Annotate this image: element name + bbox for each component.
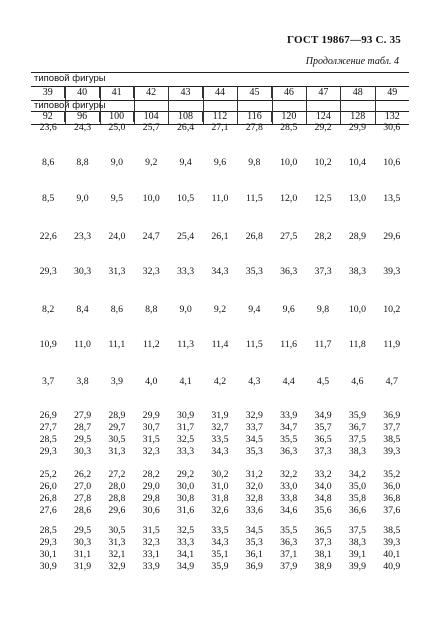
table-cell: 35,6 <box>314 505 332 516</box>
table-cell: 13,5 <box>383 193 401 204</box>
table-cell: 32,3 <box>142 266 160 277</box>
table-cell: 10,4 <box>348 157 366 168</box>
table-cell: 11,9 <box>383 339 401 350</box>
table-cell: 25,4 <box>177 231 195 242</box>
table-cell: 29,2 <box>177 469 195 480</box>
table-cell: 29,0 <box>142 481 160 492</box>
table-cell: 29,5 <box>73 434 92 445</box>
table-cell: 27,8 <box>73 493 92 504</box>
figure-number-cell: 44 <box>202 87 236 98</box>
table-cell: 40,9 <box>383 561 401 572</box>
table-cell: 30,9 <box>39 561 57 572</box>
table-cell: 10,2 <box>383 304 401 315</box>
group-row <box>31 493 409 505</box>
table-cell: 39,3 <box>383 266 401 277</box>
figure-number-cell: 46 <box>271 87 305 98</box>
table-cell: 39,1 <box>348 549 366 560</box>
table-row <box>31 339 409 351</box>
table-cell: 28,0 <box>108 481 126 492</box>
group-row <box>31 525 409 537</box>
table-cell: 34,7 <box>280 422 298 433</box>
table-cell: 29,3 <box>39 266 57 277</box>
table-cell: 28,2 <box>142 469 160 480</box>
table-cell: 23,6 <box>39 122 57 133</box>
table-cell: 10,2 <box>314 157 332 168</box>
table-cell: 26,9 <box>39 410 57 421</box>
table-cell: 39,3 <box>383 446 401 457</box>
table-cell: 30,5 <box>108 434 126 445</box>
figure-number-row <box>31 87 409 98</box>
group-row <box>31 422 409 434</box>
table-cell: 32,3 <box>142 446 160 457</box>
table-cell: 24,7 <box>142 231 160 242</box>
table-cell: 9,0 <box>179 304 192 315</box>
table-cell: 30,7 <box>142 422 160 433</box>
table-cell: 29,3 <box>39 446 57 457</box>
table-cell: 39,9 <box>348 561 366 572</box>
table-cell: 33,6 <box>245 505 263 516</box>
table-cell: 28,2 <box>314 231 332 242</box>
table-cell: 31,3 <box>108 537 126 548</box>
table-cell: 38,3 <box>348 537 366 548</box>
table-cell: 27,1 <box>211 122 229 133</box>
table-cell: 8,6 <box>42 157 55 168</box>
table-cell: 37,1 <box>280 549 298 560</box>
figure-number-cell: 42 <box>133 87 167 98</box>
table-cell: 38,5 <box>383 525 401 536</box>
table-cell: 8,2 <box>42 304 55 315</box>
table-cell: 34,0 <box>314 481 332 492</box>
table-cell: 35,3 <box>245 446 263 457</box>
table-cell: 36,3 <box>280 266 298 277</box>
table-cell: 36,8 <box>383 493 401 504</box>
page-header: ГОСТ 19867—93 С. 35 <box>287 34 401 46</box>
table-cell: 24,3 <box>73 122 92 133</box>
table-cell: 23,3 <box>73 231 92 242</box>
figure-number-cell: 47 <box>306 87 340 98</box>
table-cell: 38,3 <box>348 266 366 277</box>
table-cell: 29,5 <box>73 525 92 536</box>
table-cell: 31,8 <box>211 493 229 504</box>
table-cell: 37,3 <box>314 537 332 548</box>
table-cell: 37,3 <box>314 446 332 457</box>
table-cell: 34,5 <box>245 434 263 445</box>
table-cell: 34,3 <box>211 446 229 457</box>
table-cell: 33,9 <box>142 561 160 572</box>
table-cell: 28,5 <box>39 434 57 445</box>
table-cell: 34,9 <box>177 561 195 572</box>
table-cell: 36,9 <box>383 410 401 421</box>
table-cell: 26,0 <box>39 481 57 492</box>
table-cell: 38,3 <box>348 446 366 457</box>
table-row <box>31 157 409 169</box>
table-cell: 11,8 <box>349 339 366 350</box>
table-cell: 28,9 <box>108 410 126 421</box>
table-cell: 29,9 <box>348 122 366 133</box>
table-cell: 11,3 <box>177 339 194 350</box>
table-cell: 33,0 <box>280 481 298 492</box>
table-cell: 26,8 <box>39 493 57 504</box>
table-cell: 35,7 <box>314 422 332 433</box>
table-cell: 34,5 <box>245 525 263 536</box>
table-cell: 26,4 <box>177 122 195 133</box>
table-cell: 31,2 <box>245 469 263 480</box>
table-cell: 31,3 <box>108 446 126 457</box>
table-cell: 34,1 <box>177 549 195 560</box>
size-cell: 92 <box>42 111 53 122</box>
table-cell: 9,0 <box>76 193 89 204</box>
group-row <box>31 481 409 493</box>
size-cell: 132 <box>375 111 409 122</box>
table-cell: 38,9 <box>314 561 332 572</box>
table-cell: 32,7 <box>211 422 229 433</box>
table-cell: 36,5 <box>314 525 332 536</box>
table-cell: 9,2 <box>145 157 158 168</box>
table-cell: 29,6 <box>383 231 401 242</box>
table-cell: 4,6 <box>351 376 364 387</box>
table-cell: 30,6 <box>383 122 401 133</box>
table-cell: 4,3 <box>248 376 261 387</box>
table-cell: 30,5 <box>108 525 126 536</box>
table-cell: 36,5 <box>314 434 332 445</box>
table-cell: 11,1 <box>108 339 126 350</box>
table-cell: 9,6 <box>213 157 227 168</box>
table-row <box>31 304 409 316</box>
table-cell: 4,1 <box>179 376 192 387</box>
table-cell: 36,7 <box>348 422 366 433</box>
table-cell: 34,2 <box>348 469 366 480</box>
table-cell: 36,0 <box>383 481 401 492</box>
table-cell: 29,7 <box>108 422 126 433</box>
table-cell: 4,4 <box>282 376 295 387</box>
table-cell: 35,9 <box>211 561 229 572</box>
group-row <box>31 410 409 422</box>
size-cell: 108 <box>168 111 202 122</box>
table-cell: 30,3 <box>73 537 92 548</box>
group-row <box>31 549 409 561</box>
table-cell: 36,3 <box>280 537 298 548</box>
table-cell: 38,5 <box>383 434 401 445</box>
group-row <box>31 537 409 549</box>
table-continuation-label: Продолжение табл. 4 <box>305 56 399 67</box>
table-cell: 37,9 <box>280 561 298 572</box>
figure-number-cell: 40 <box>64 87 98 98</box>
table-cell: 27,6 <box>39 505 57 516</box>
table-cell: 4,5 <box>316 376 330 387</box>
table-cell: 9,6 <box>282 304 295 315</box>
table-cell: 25,0 <box>108 122 126 133</box>
table-cell: 36,9 <box>245 561 263 572</box>
table-cell: 36,3 <box>280 446 298 457</box>
table-cell: 3,7 <box>42 376 55 387</box>
table-cell: 37,5 <box>348 434 366 445</box>
table-cell: 31,5 <box>142 525 160 536</box>
table-cell: 26,1 <box>211 231 229 242</box>
figure-number-cell: 45 <box>237 87 271 98</box>
table-cell: 37,5 <box>348 525 366 536</box>
table-cell: 10,0 <box>348 304 366 315</box>
table-cell: 33,7 <box>245 422 263 433</box>
table-cell: 31,1 <box>73 549 92 560</box>
table-cell: 33,9 <box>280 410 298 421</box>
table-cell: 12,0 <box>280 193 298 204</box>
table-cell: 29,6 <box>108 505 126 516</box>
table-cell: 36,1 <box>245 549 263 560</box>
table-cell: 9,8 <box>248 157 261 168</box>
table-cell: 26,8 <box>245 231 263 242</box>
table-cell: 27,8 <box>245 122 263 133</box>
table-cell: 31,0 <box>211 481 229 492</box>
table-cell: 34,3 <box>211 537 229 548</box>
table-cell: 8,8 <box>145 304 158 315</box>
table-cell: 32,6 <box>211 505 229 516</box>
table-cell: 28,6 <box>73 505 92 516</box>
size-cell: 128 <box>340 111 374 122</box>
table-cell: 9,4 <box>179 157 192 168</box>
table-cell: 31,7 <box>177 422 195 433</box>
table-cell: 38,1 <box>314 549 332 560</box>
table-cell: 27,2 <box>108 469 126 480</box>
group-row <box>31 434 409 446</box>
table-cell: 32,5 <box>177 525 195 536</box>
table-cell: 32,1 <box>108 549 126 560</box>
table-cell: 34,8 <box>314 493 332 504</box>
table-cell: 9,5 <box>110 193 124 204</box>
table-cell: 8,4 <box>76 304 89 315</box>
table-cell: 8,5 <box>42 193 55 204</box>
table-cell: 11,2 <box>142 339 160 350</box>
table-cell: 28,9 <box>348 231 366 242</box>
table-cell: 33,3 <box>177 266 195 277</box>
table-cell: 9,4 <box>248 304 261 315</box>
group-row <box>31 469 409 481</box>
table-cell: 30,0 <box>177 481 195 492</box>
table-cell: 8,8 <box>76 157 89 168</box>
table-cell: 11,6 <box>280 339 298 350</box>
table-cell: 9,0 <box>110 157 124 168</box>
table-cell: 34,6 <box>280 505 298 516</box>
table-cell: 27,0 <box>73 481 92 492</box>
table-cell: 32,9 <box>245 410 263 421</box>
table-cell: 34,9 <box>314 410 332 421</box>
table-cell: 29,2 <box>314 122 332 133</box>
table-cell: 35,8 <box>348 493 366 504</box>
table-cell: 9,2 <box>213 304 227 315</box>
table-cell: 25,2 <box>39 469 57 480</box>
table-cell: 3,9 <box>110 376 124 387</box>
table-cell: 11,5 <box>245 339 263 350</box>
table-cell: 10,0 <box>280 157 298 168</box>
table-cell: 31,3 <box>108 266 126 277</box>
table-cell: 37,6 <box>383 505 401 516</box>
table-row <box>31 376 409 388</box>
figure-caption-bottom: типовой фигуры <box>34 100 106 111</box>
table-cell: 31,5 <box>142 434 160 445</box>
table-row <box>31 266 409 278</box>
table-cell: 11,0 <box>211 193 229 204</box>
table-cell: 4,7 <box>385 376 398 387</box>
table-cell: 39,3 <box>383 537 401 548</box>
table-cell: 36,6 <box>348 505 366 516</box>
table-cell: 35,9 <box>348 410 366 421</box>
table-cell: 3,8 <box>76 376 89 387</box>
table-cell: 32,0 <box>245 481 263 492</box>
table-row <box>31 122 409 134</box>
table-cell: 10,9 <box>39 339 57 350</box>
table-cell: 33,1 <box>142 549 160 560</box>
table-cell: 32,2 <box>280 469 298 480</box>
figure-number-cell: 41 <box>99 87 133 98</box>
table-cell: 40,1 <box>383 549 401 560</box>
table-cell: 30,3 <box>73 266 92 277</box>
table-cell: 34,3 <box>211 266 229 277</box>
table-cell: 26,2 <box>73 469 92 480</box>
figure-number-cell: 49 <box>375 87 409 98</box>
table-cell: 4,2 <box>213 376 227 387</box>
table-cell: 27,9 <box>73 410 92 421</box>
table-cell: 13,0 <box>348 193 366 204</box>
figure-number-cell: 43 <box>168 87 202 98</box>
table-cell: 9,8 <box>316 304 330 315</box>
table-cell: 8,6 <box>110 304 124 315</box>
table-cell: 29,9 <box>142 410 160 421</box>
table-cell: 33,3 <box>177 446 195 457</box>
table-cell: 35,3 <box>245 266 263 277</box>
table-cell: 30,1 <box>39 549 57 560</box>
table-cell: 22,6 <box>39 231 57 242</box>
size-cell: 120 <box>271 111 305 122</box>
size-cell: 124 <box>306 111 340 122</box>
table-cell: 37,3 <box>314 266 332 277</box>
table-cell: 32,9 <box>108 561 126 572</box>
table-cell: 37,7 <box>383 422 401 433</box>
group-row <box>31 446 409 458</box>
size-cell: 104 <box>133 111 167 122</box>
table-cell: 28,7 <box>73 422 92 433</box>
table-cell: 29,3 <box>39 537 57 548</box>
table-cell: 30,2 <box>211 469 229 480</box>
size-cell: 96 <box>64 111 98 122</box>
size-cell: 100 <box>99 111 133 122</box>
table-cell: 33,2 <box>314 469 332 480</box>
table-cell: 35,0 <box>348 481 366 492</box>
table-cell: 11,7 <box>314 339 332 350</box>
table-cell: 10,0 <box>142 193 160 204</box>
table-cell: 30,3 <box>73 446 92 457</box>
table-cell: 35,5 <box>280 525 298 536</box>
table-cell: 28,8 <box>108 493 126 504</box>
table-row <box>31 231 409 243</box>
table-cell: 12,5 <box>314 193 332 204</box>
table-cell: 25,7 <box>142 122 160 133</box>
table-cell: 31,6 <box>177 505 195 516</box>
table-cell: 33,3 <box>177 537 195 548</box>
table-cell: 35,2 <box>383 469 401 480</box>
size-cell: 112 <box>202 111 236 122</box>
table-cell: 30,9 <box>177 410 195 421</box>
figure-number-cell: 39 <box>42 87 53 98</box>
table-cell: 33,5 <box>211 525 229 536</box>
table-row <box>31 193 409 205</box>
table-cell: 30,8 <box>177 493 195 504</box>
table-cell: 27,7 <box>39 422 57 433</box>
table-cell: 4,0 <box>145 376 158 387</box>
table-cell: 29,8 <box>142 493 160 504</box>
table-cell: 32,5 <box>177 434 195 445</box>
figure-number-cell: 48 <box>340 87 374 98</box>
table-cell: 32,8 <box>245 493 263 504</box>
table-cell: 30,6 <box>142 505 160 516</box>
table-cell: 24,0 <box>108 231 126 242</box>
figure-caption-top: типовой фигуры <box>34 73 106 84</box>
table-cell: 10,6 <box>383 157 401 168</box>
size-cell: 116 <box>237 111 271 122</box>
table-cell: 11,5 <box>245 193 263 204</box>
table-cell: 28,5 <box>39 525 57 536</box>
group-row <box>31 505 409 517</box>
table-cell: 28,5 <box>280 122 298 133</box>
table-cell: 11,4 <box>211 339 229 350</box>
size-row <box>31 111 409 122</box>
group-row <box>31 561 409 573</box>
table-cell: 27,5 <box>280 231 298 242</box>
table-cell: 33,5 <box>211 434 229 445</box>
table-cell: 33,8 <box>280 493 298 504</box>
table-cell: 35,5 <box>280 434 298 445</box>
table-cell: 32,3 <box>142 537 160 548</box>
table-cell: 31,9 <box>211 410 229 421</box>
table-cell: 31,9 <box>73 561 92 572</box>
table-cell: 10,5 <box>177 193 195 204</box>
table-cell: 11,0 <box>74 339 91 350</box>
table-cell: 35,3 <box>245 537 263 548</box>
table-cell: 35,1 <box>211 549 229 560</box>
